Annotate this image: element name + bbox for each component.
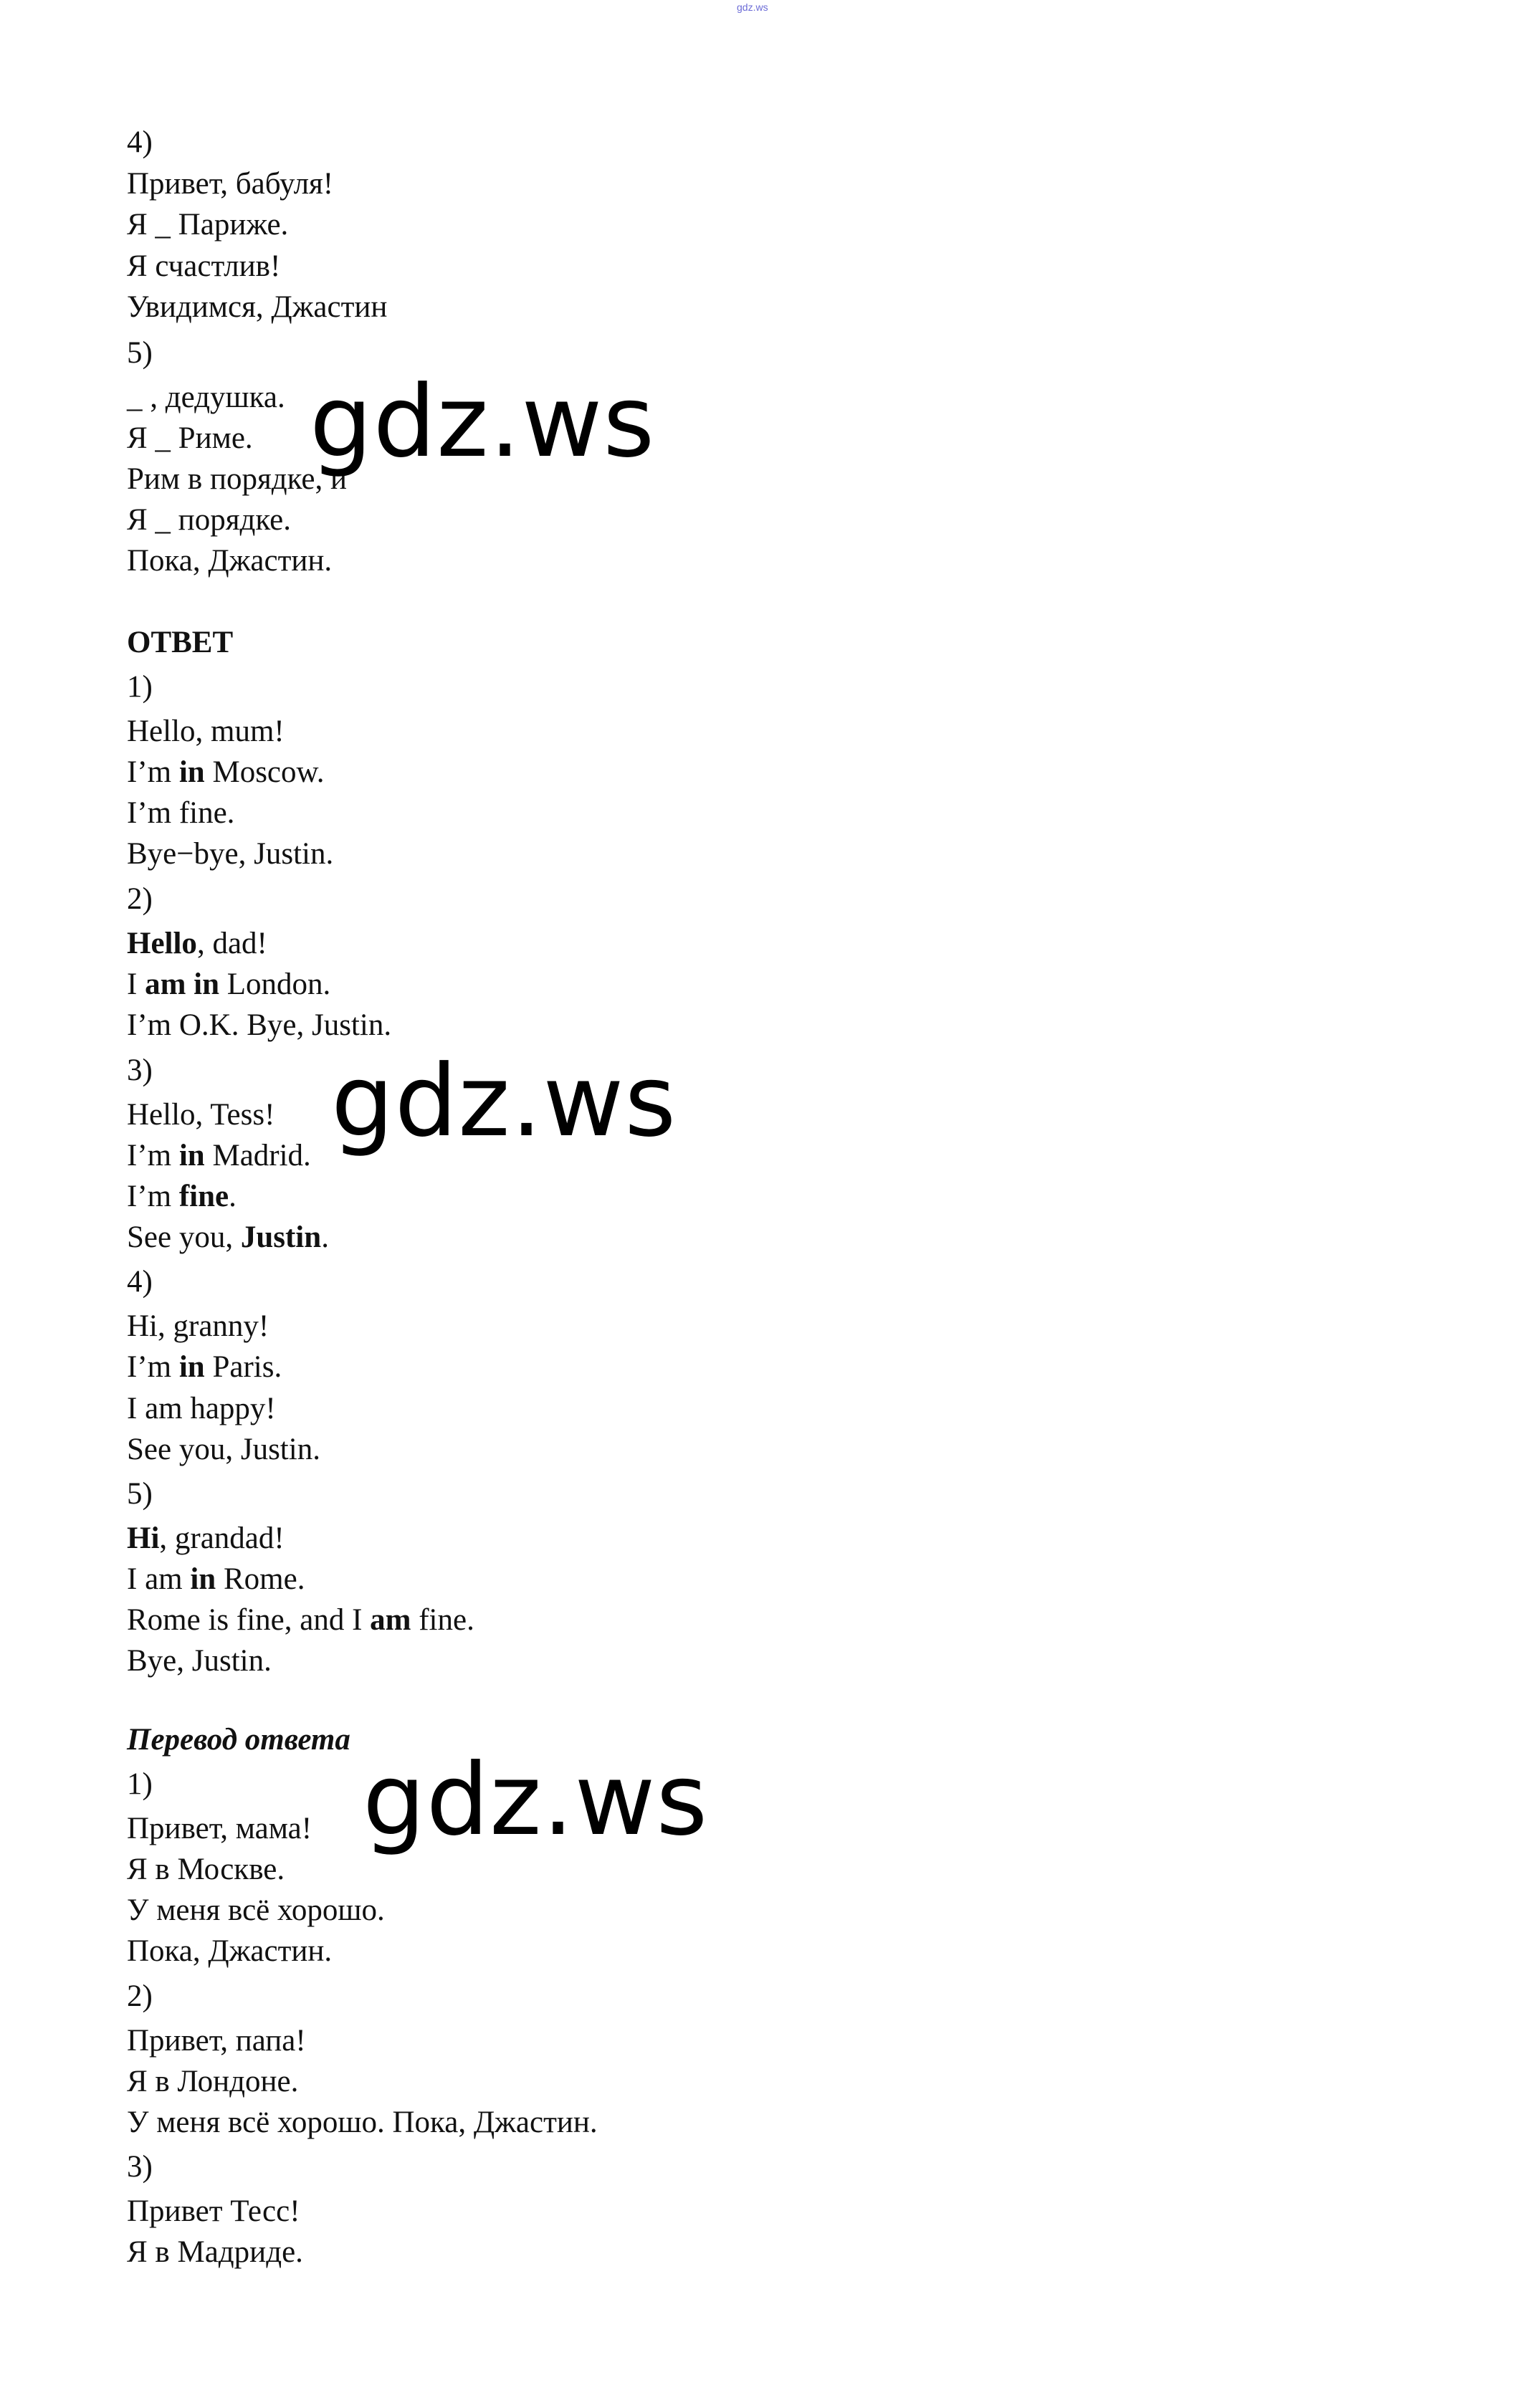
- translation-item-number: 2): [127, 1979, 153, 2013]
- translation-line: Привет Тесс!: [127, 2194, 300, 2228]
- task-line: Увидимся, Джастин: [127, 290, 388, 324]
- header-watermark: gdz.ws: [737, 1, 768, 13]
- answer-line: I’m in Moscow.: [127, 755, 325, 789]
- answer-line: I’m fine.: [127, 1180, 237, 1213]
- translation-line: Привет, мама!: [127, 1812, 312, 1845]
- answer-line: Hello, mum!: [127, 715, 285, 748]
- translation-line: У меня всё хорошо. Пока, Джастин.: [127, 2106, 598, 2139]
- answer-line: I am happy!: [127, 1392, 276, 1425]
- translation-line: Пока, Джастин.: [127, 1934, 333, 1968]
- answer-item-number: 3): [127, 1054, 153, 1087]
- answer-line: Rome is fine, and I am fine.: [127, 1603, 474, 1637]
- answer-item-number: 1): [127, 670, 153, 704]
- watermark-logo: gdz.ws: [363, 1742, 709, 1858]
- answer-item-number: 4): [127, 1265, 153, 1299]
- task-line: Я _ Риме.: [127, 421, 253, 455]
- task-line: _ , дедушка.: [127, 381, 285, 414]
- task-line: Я _ порядке.: [127, 503, 292, 537]
- translation-item-number: 3): [127, 2150, 153, 2184]
- answer-line: Bye, Justin.: [127, 1644, 272, 1678]
- answer-line: I am in Rome.: [127, 1562, 305, 1596]
- answer-line: Hi, granny!: [127, 1309, 269, 1343]
- task-line: Рим в порядке, и: [127, 462, 348, 496]
- answer-line: See you, Justin.: [127, 1220, 329, 1254]
- answer-line: I’m in Madrid.: [127, 1139, 311, 1172]
- answer-item-number: 2): [127, 882, 153, 916]
- task-line: Я _ Париже.: [127, 208, 289, 242]
- task-line: Привет, бабуля!: [127, 167, 334, 201]
- task-item-number: 4): [127, 125, 153, 159]
- translation-line: Я в Мадриде.: [127, 2235, 303, 2269]
- answer-line: Hello, dad!: [127, 927, 267, 960]
- answer-line: I’m O.K. Bye, Justin.: [127, 1008, 392, 1042]
- translation-line: Я в Лондоне.: [127, 2065, 299, 2098]
- answer-line: I am in London.: [127, 968, 331, 1001]
- answer-line: Hello, Tess!: [127, 1098, 275, 1132]
- answer-line: I’m in Paris.: [127, 1350, 282, 1384]
- translation-line: Я в Москве.: [127, 1853, 285, 1886]
- watermark-logo: gdz.ws: [331, 1043, 677, 1159]
- task-item-number: 5): [127, 336, 153, 370]
- task-line: Пока, Джастин.: [127, 544, 333, 578]
- watermark-logo: gdz.ws: [310, 364, 656, 479]
- translation-item-number: 1): [127, 1767, 153, 1801]
- answer-item-number: 5): [127, 1477, 153, 1511]
- answer-line: Hi, grandad!: [127, 1521, 285, 1555]
- answer-line: See you, Justin.: [127, 1433, 320, 1466]
- answer-line: Bye−bye, Justin.: [127, 837, 334, 871]
- answer-heading: ОТВЕТ: [127, 626, 234, 659]
- translation-line: У меня всё хорошо.: [127, 1893, 385, 1927]
- translation-line: Привет, папа!: [127, 2024, 306, 2058]
- translation-heading: Перевод ответа: [127, 1723, 350, 1757]
- answer-line: I’m fine.: [127, 796, 235, 830]
- task-line: Я счастлив!: [127, 249, 281, 283]
